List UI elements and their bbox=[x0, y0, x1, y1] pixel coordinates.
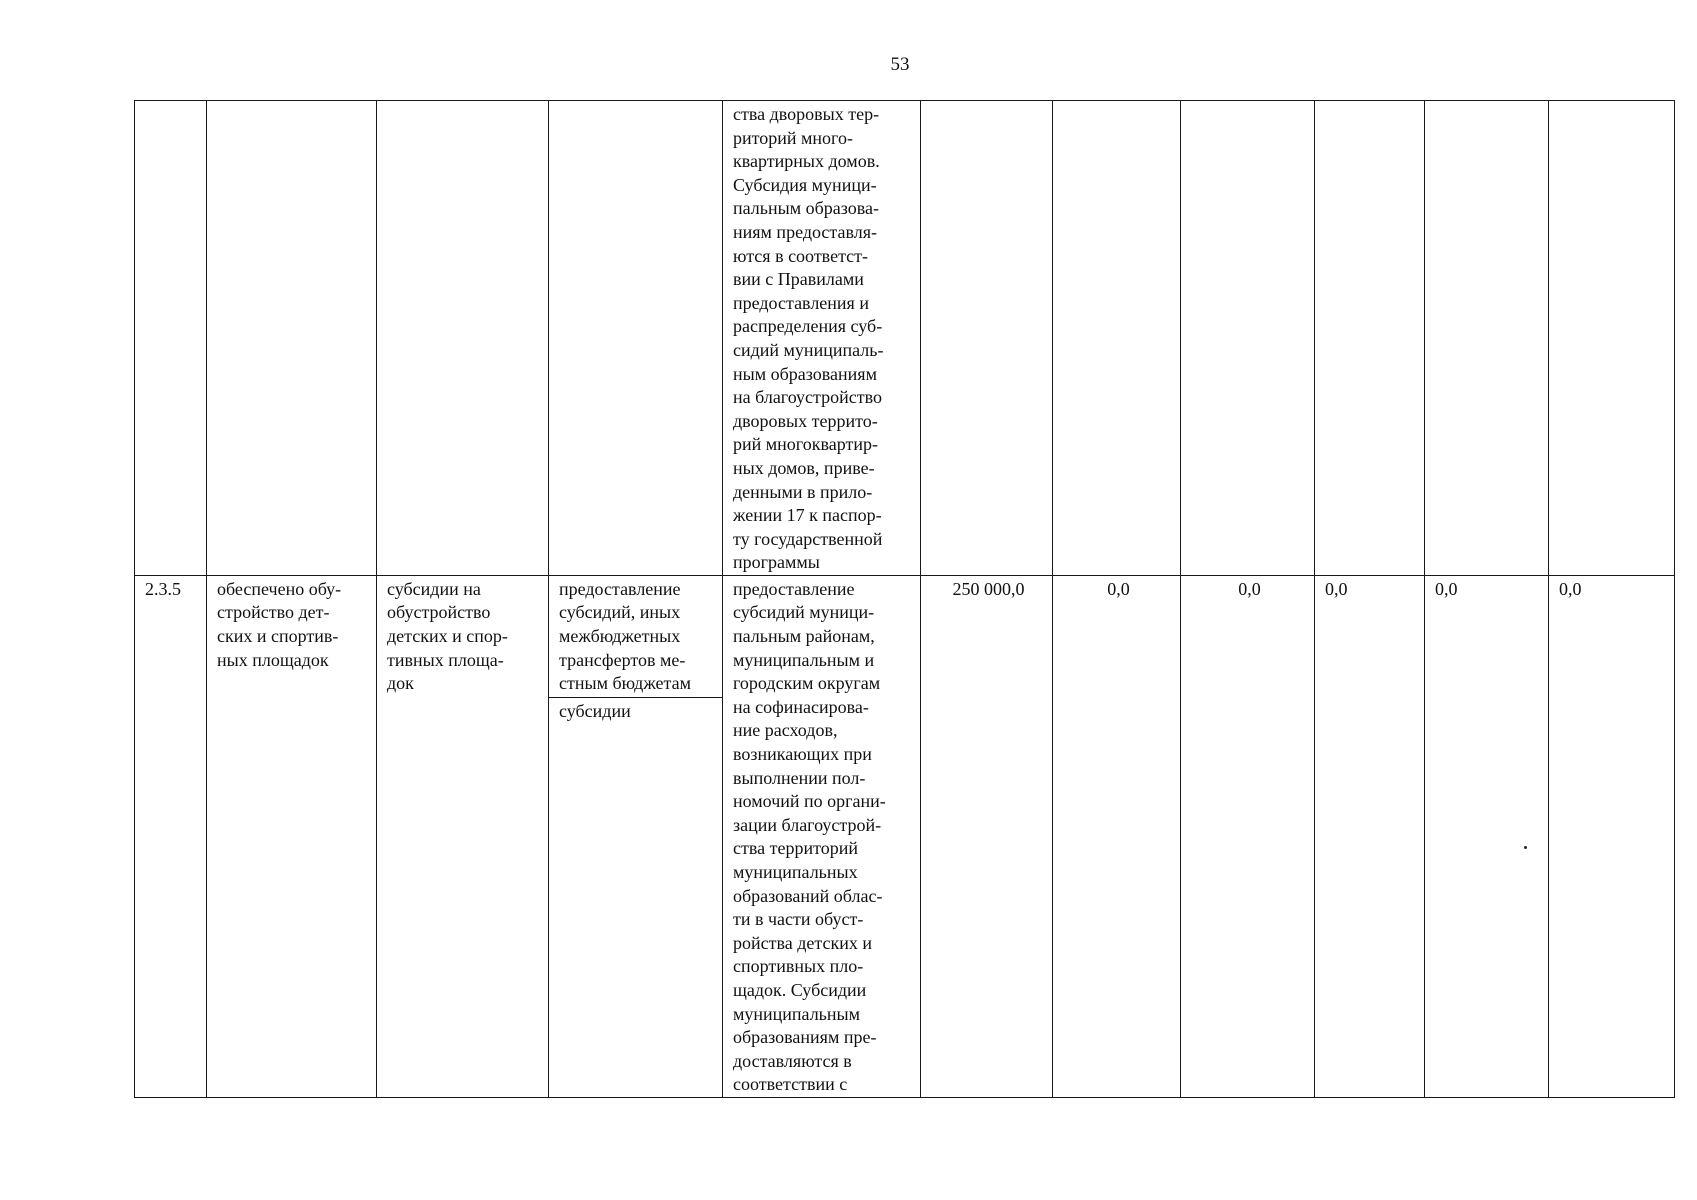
cell-number: 2.3.5 bbox=[135, 575, 207, 1097]
cell-event bbox=[377, 575, 549, 1097]
mechanism-top-text: предоставление субсидий, иных межбюджетных трансфертов ме- стным бюджетам bbox=[549, 576, 722, 698]
cell-result bbox=[207, 101, 377, 576]
cell-value-5 bbox=[1425, 101, 1549, 576]
cell-value-6: 0,0 bbox=[1549, 575, 1675, 1097]
cell-value-2: 0,0 bbox=[1053, 575, 1181, 1097]
cell-value-2 bbox=[1053, 101, 1181, 576]
mechanism-bottom-text: субсидии bbox=[559, 700, 631, 721]
description-text: предоставление субсидий муници- пальным районам, муниципальным и городским округам на софинасирова- ние расходов, возникающих при выполнении пол- номочий по органи- зации благоустрой- ства территорий муниципальных образований облас- ти в части обуст- ройства детских и спортивных пло- щадок. Субсидии муниципальным образованиям пре- доставляются в соответствии с bbox=[733, 578, 886, 1095]
cell-result bbox=[207, 575, 377, 1097]
cell-value-4: 0,0 bbox=[1315, 575, 1425, 1097]
table-row-continuation bbox=[135, 101, 1675, 576]
cell-description bbox=[723, 575, 921, 1097]
scan-speck bbox=[1524, 846, 1527, 849]
cell-description bbox=[723, 101, 921, 576]
cell-mechanism bbox=[549, 575, 723, 1097]
event-text: субсидии на обустройство детских и спор- тивных площа- док bbox=[387, 578, 508, 694]
cell-value-3: 0,0 bbox=[1181, 575, 1315, 1097]
result-text: обеспечено обу- стройство дет- ских и спортив- ных площадок bbox=[217, 578, 342, 670]
cell-number bbox=[135, 101, 207, 576]
page-number: 53 bbox=[890, 54, 910, 75]
cell-value-6 bbox=[1549, 101, 1675, 576]
cell-event bbox=[377, 101, 549, 576]
description-text: ства дворовых тер- риторий много- квартирных домов. Субсидия муници- пальным образова- ниям предоставля- ются в соответст- вии с Правилами предоставления и распределения суб- сидий муниципаль- ным образованиям на благоустройство дворовых террито- рий многоквартир- ных домов, приве- денными в прило- жении 17 к паспор- ту государственной программы bbox=[733, 104, 884, 573]
cell-value-1 bbox=[921, 101, 1053, 576]
cell-value-3 bbox=[1181, 101, 1315, 576]
cell-value-5: 0,0 bbox=[1425, 575, 1549, 1097]
cell-value-4 bbox=[1315, 101, 1425, 576]
table-row-2-3-5 bbox=[135, 575, 1675, 1097]
program-table bbox=[134, 100, 1675, 1098]
cell-value-1: 250 000,0 bbox=[921, 575, 1053, 1097]
cell-mechanism bbox=[549, 101, 723, 576]
